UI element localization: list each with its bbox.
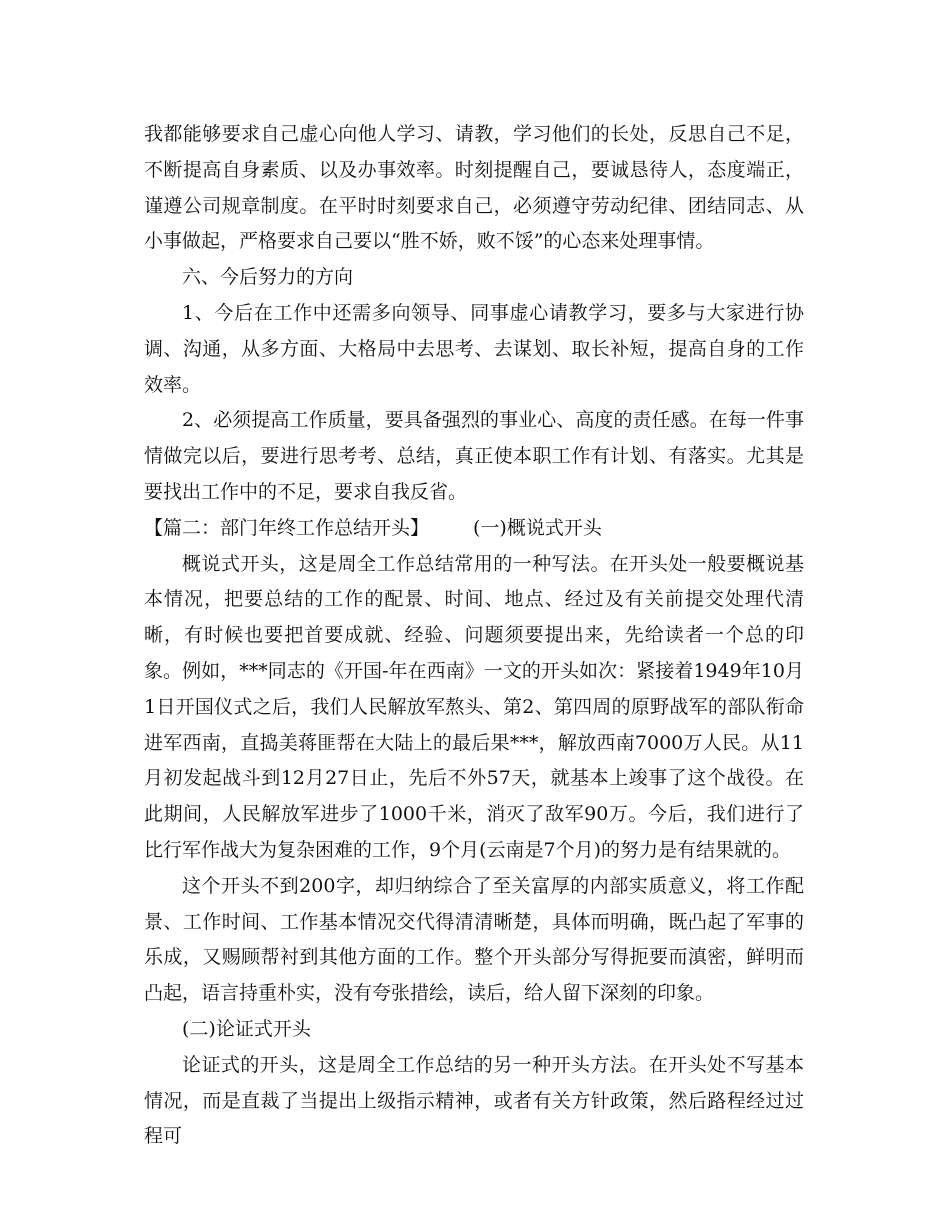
section-heading-future-direction: 六、今后努力的方向 bbox=[182, 266, 354, 289]
article-title: 【篇二：部门年终工作总结开头】 bbox=[144, 516, 430, 539]
paragraph-point-2: 2、必须提高工作质量，要具备强烈的事业心、高度的责任感。在每一件事情做完以后，要进行思考考、总结，真正使本职工作有计划、有落实。尤其是要找出工作中的不足，要求自我反省。 bbox=[144, 409, 804, 503]
document-body bbox=[144, 117, 804, 1155]
paragraph-overview-analysis: 这个开头不到200字，却归纳综合了至关富厚的内部实质意义，将工作配景、工作时间、工作基本情况交代得清清晰楚，具体而明确，既凸起了军事的乐成，又赐顾帮衬到其他方面的工作。整个开头部分写得扼要而滇密，鲜明而凸起，语言持重朴实，没有夸张措绘，读后，给人留下深刻的印象。 bbox=[144, 874, 804, 1005]
subsection-title-overview-opening: (一)概说式开头 bbox=[473, 516, 602, 539]
paragraph-overview-opening: 概说式开头，这是周全工作总结常用的一种写法。在开头处一般要概说基本情况，把要总结的工作的配景、时间、地点、经过及有关前提交处理代清晰，有时候也要把首要成就、经验、问题须要提出来，先给读者一个总的印象。例如，***同志的《开国-年在西南》一文的开头如次：紧接着1949年10月1日开国仪式之后，我们人民解放军熬头、第2、第四周的原野战军的部队衔命进军西南，直捣美蒋匪帮在大陆上的最后果***，解放西南7000万人民。从11月初发起战斗到12月27日止，先后不外57天，就基本上竣事了这个战役。在此期间，人民解放军进步了1000千米，消灭了敌军90万。今后，我们进行了比行军作战大为复杂困难的工作，9个月(云南是7个月)的努力是有结果就的。 bbox=[144, 552, 804, 861]
article-heading-line bbox=[144, 511, 804, 547]
paragraph-self-improvement: 我都能够要求自己虚心向他人学习、请教，学习他们的长处，反思自己不足，不断提高自身素质、以及办事效率。时刻提醒自己，要诚恳待人，态度端正，谨遵公司规章制度。在平时时刻要求自己，必须遵守劳动纪律、团结同志、从小事做起，严格要求自己要以“胜不娇，败不馁”的心态来处理事情。 bbox=[144, 123, 804, 253]
subsection-title-argument-opening: (二)论证式开头 bbox=[182, 1017, 311, 1040]
paragraph-point-1: 1、今后在工作中还需多向领导、同事虚心请教学习，要多与大家进行协调、沟通，从多方面、大格局中去思考、去谋划、取长补短，提高自身的工作效率。 bbox=[144, 301, 804, 396]
paragraph-argument-opening: 论证式的开头，这是周全工作总结的另一种开头方法。在开头处不写基本情况，而是直裁了当提出上级指示精神，或者有关方针政策，然后路程经过过程可 bbox=[144, 1053, 804, 1148]
